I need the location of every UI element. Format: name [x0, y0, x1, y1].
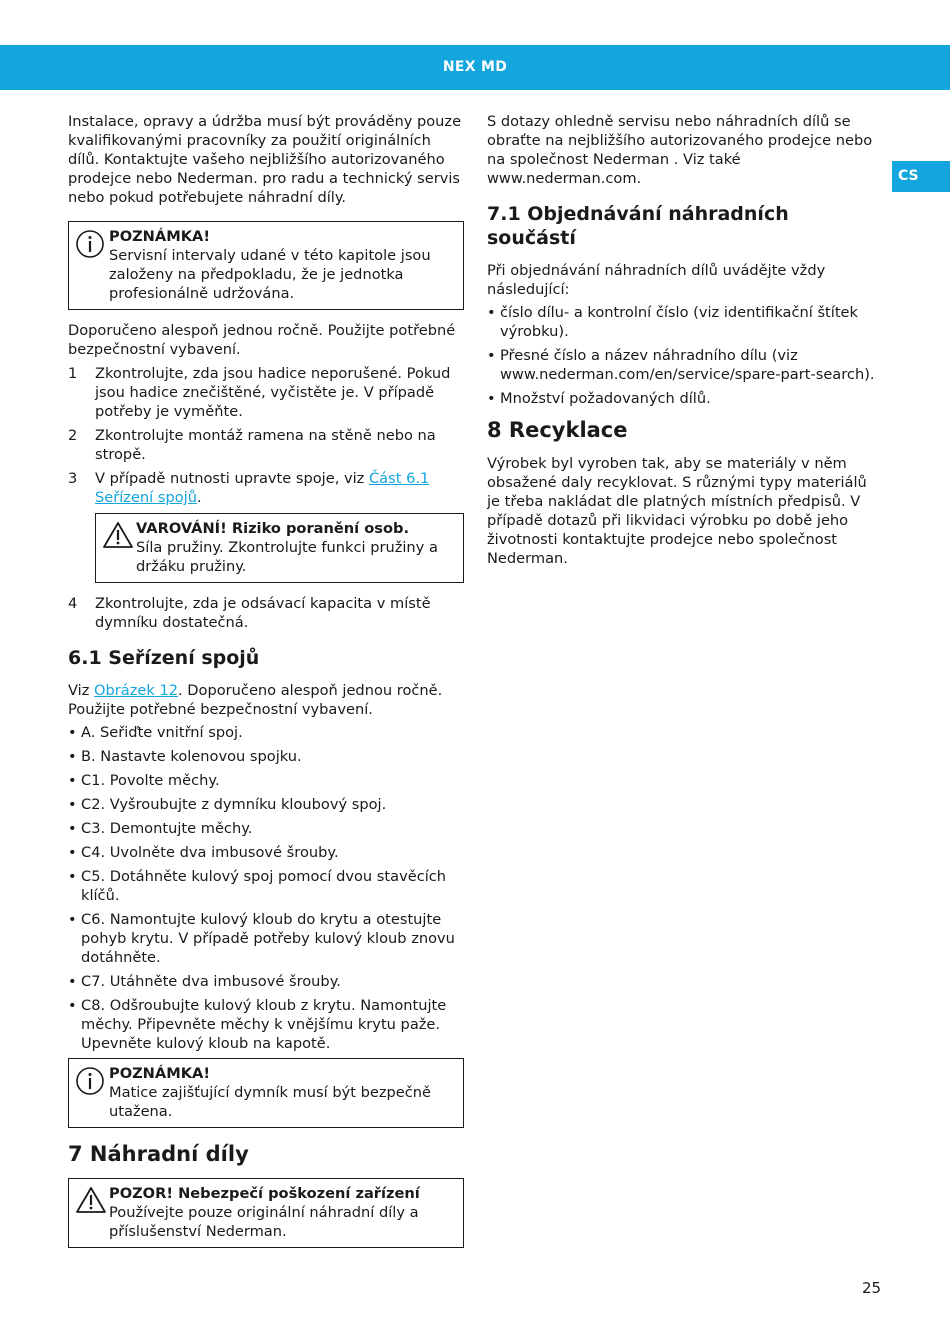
- adjustment-list: [68, 723, 464, 1053]
- steps-list-continued: [68, 594, 464, 632]
- step-text: Zkontrolujte montáž ramena na stěně nebo na stropě.: [95, 427, 436, 463]
- list-item: • C7. Utáhněte dva imbusové šrouby.: [68, 972, 464, 991]
- document-title: NEX MD: [442, 59, 508, 75]
- note-text: Matice zajišťující dymník musí být bezpečně utažena.: [109, 1084, 431, 1120]
- warning-triangle-icon: [75, 1184, 109, 1219]
- list-item: [68, 426, 464, 464]
- list-item: • Přesné číslo a název náhradního dílu (viz www.nederman.com/en/service/spare-part-search).: [487, 346, 883, 384]
- warning-title: VAROVÁNÍ! Riziko poranění osob.: [136, 520, 409, 537]
- warning-text: Síla pružiny. Zkontrolujte funkci pružiny a držáku pružiny.: [136, 539, 438, 575]
- bullet-text: C4. Uvolněte dva imbusové šrouby.: [81, 844, 339, 861]
- ordering-intro: Při objednávání náhradních dílů uvádějte vždy následující:: [487, 262, 826, 298]
- steps-list: [68, 364, 464, 507]
- language-tab: [892, 161, 950, 192]
- caution-text: Používejte pouze originální náhradní díly a příslušenství Nederman.: [109, 1204, 419, 1240]
- list-item: [68, 594, 464, 632]
- list-item: • A. Seřiďte vnitřní spoj.: [68, 723, 464, 742]
- list-item: • B. Nastavte kolenovou spojku.: [68, 747, 464, 766]
- section-heading-8: 8 Recyklace: [487, 418, 628, 442]
- bullet-text: C1. Povolte měchy.: [81, 772, 220, 789]
- intro-paragraph: Instalace, opravy a údržba musí být prováděny pouze kvalifikovanými pracovníky za použití originálních dílů. Kontaktujte vašeho nejbližšího autorizovaného prodejce nebo Nederman. pro radu a technický servis nebo pokud potřebujete náhradní díly.: [68, 113, 462, 206]
- note-box: [68, 221, 464, 310]
- recycling-paragraph: Výrobek byl vyroben tak, aby se materiály v něm obsažené daly recyklovat. S různými typy materiálů je třeba nakládat dle platných místních předpisů. V případě dotazů při likvidaci výrobku po době jeho životnosti kontaktujte prodejce nebo společnost Nederman.: [487, 455, 867, 567]
- section-6-1-intro: [68, 681, 464, 719]
- step-text: Zkontrolujte, zda je odsávací kapacita v místě dymníku dostatečná.: [95, 595, 431, 631]
- right-column: [487, 112, 883, 568]
- ordering-list: [487, 303, 883, 408]
- section-heading-6-1: 6.1 Seřízení spojů: [68, 647, 260, 669]
- step-text-after: .: [196, 489, 202, 506]
- list-item: • C1. Povolte měchy.: [68, 771, 464, 790]
- left-column: [68, 112, 464, 1259]
- step-number: 1: [68, 365, 78, 382]
- list-item: • C4. Uvolněte dva imbusové šrouby.: [68, 843, 464, 862]
- section-link[interactable]: Část 6.1 Seřízení spojů: [95, 470, 430, 506]
- step-text-before: V případě nutnosti upravte spoje, viz: [95, 470, 369, 487]
- page-number: 25: [862, 1279, 882, 1297]
- step-number: 3: [68, 470, 78, 487]
- intro-before: Viz: [68, 682, 95, 699]
- step-text: [95, 469, 464, 507]
- intro-after: . Doporučeno alespoň jednou ročně. Použijte potřebné bezpečnostní vybavení.: [68, 682, 443, 718]
- list-item: • Množství požadovaných dílů.: [487, 389, 883, 408]
- note-title: POZNÁMKA!: [109, 1065, 210, 1082]
- list-item: • C6. Namontujte kulový kloub do krytu a otestujte pohyb krytu. V případě potřeby kulový kloub znovu dotáhněte.: [68, 910, 464, 967]
- bullet-text: B. Nastavte kolenovou spojku.: [81, 748, 302, 765]
- header-bar: [0, 45, 950, 90]
- note-title: POZNÁMKA!: [109, 228, 210, 245]
- bullet-text: číslo dílu- a kontrolní číslo (viz identifikační štítek výrobku).: [500, 304, 858, 340]
- list-item: • číslo dílu- a kontrolní číslo (viz identifikační štítek výrobku).: [487, 303, 883, 341]
- list-item: • C5. Dotáhněte kulový spoj pomocí dvou stavěcích klíčů.: [68, 867, 464, 905]
- bullet-text: C3. Demontujte měchy.: [81, 820, 253, 837]
- caution-box: [68, 1178, 464, 1248]
- language-code: CS: [898, 168, 919, 184]
- warning-triangle-icon: [102, 519, 136, 554]
- warning-box: [95, 513, 464, 583]
- bullet-text: C2. Vyšroubujte z dymníku kloubový spoj.: [81, 796, 387, 813]
- bullet-text: C5. Dotáhněte kulový spoj pomocí dvou stavěcích klíčů.: [81, 868, 447, 904]
- note-text: Servisní intervaly udané v této kapitole jsou založeny na předpokladu, že je jednotka profesionálně udržována.: [109, 247, 431, 302]
- bullet-text: Přesné číslo a název náhradního dílu (viz www.nederman.com/en/service/spare-part-search).: [500, 347, 875, 383]
- list-item: • C2. Vyšroubujte z dymníku kloubový spoj.: [68, 795, 464, 814]
- bullet-text: Množství požadovaných dílů.: [500, 390, 711, 407]
- info-icon: [75, 1064, 109, 1101]
- step-number: 2: [68, 427, 78, 444]
- note-box-nut: [68, 1058, 464, 1128]
- section-heading-7-1: 7.1 Objednávání náhradních součástí: [487, 203, 789, 249]
- info-icon: [75, 227, 109, 264]
- caution-title: POZOR! Nebezpečí poškození zařízení: [109, 1185, 420, 1202]
- section-heading-7: 7 Náhradní díly: [68, 1142, 249, 1166]
- list-item: • C3. Demontujte měchy.: [68, 819, 464, 838]
- list-item: • C8. Odšroubujte kulový kloub z krytu. Namontujte měchy. Připevněte měchy k vnějšímu krytu paže. Upevněte kulový kloub na kapotě.: [68, 996, 464, 1053]
- list-item: [68, 364, 464, 421]
- bullet-text: C8. Odšroubujte kulový kloub z krytu. Namontujte měchy. Připevněte měchy k vnějšímu krytu paže. Upevněte kulový kloub na kapotě.: [81, 997, 447, 1052]
- service-paragraph: S dotazy ohledně servisu nebo náhradních dílů se obraťte na nejbližšího autorizovaného prodejce nebo na společnost Nederman . Viz také www.nederman.com.: [487, 113, 873, 187]
- step-number: 4: [68, 595, 78, 612]
- yearly-paragraph: Doporučeno alespoň jednou ročně. Použijte potřebné bezpečnostní vybavení.: [68, 322, 456, 358]
- figure-link[interactable]: Obrázek 12: [94, 682, 179, 699]
- bullet-text: C7. Utáhněte dva imbusové šrouby.: [81, 973, 341, 990]
- bullet-text: A. Seřiďte vnitřní spoj.: [81, 724, 243, 741]
- step-text: Zkontrolujte, zda jsou hadice neporušené. Pokud jsou hadice znečištěné, vyčistěte je. V případě potřeby je vyměňte.: [95, 365, 451, 420]
- bullet-text: C6. Namontujte kulový kloub do krytu a otestujte pohyb krytu. V případě potřeby kulový kloub znovu dotáhněte.: [81, 911, 455, 966]
- list-item: [68, 469, 464, 507]
